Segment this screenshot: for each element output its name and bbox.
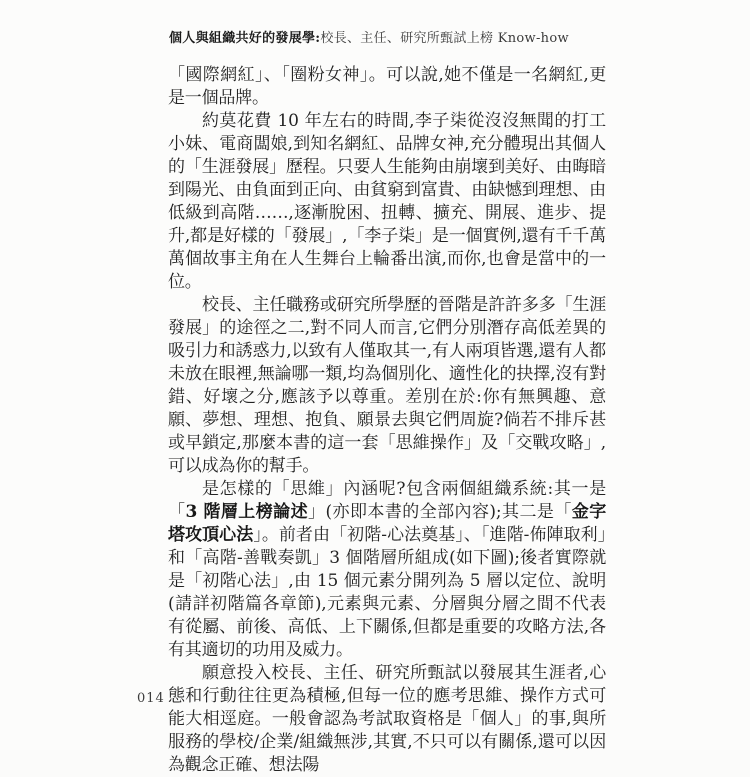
paragraph-5-text: 願意投入校長、主任、研究所甄試以發展其生涯者,心態和行動往往更為積極,但每一位的應考思維、操作方式可能大相逕庭。一般會認為考試取資格是「個人」的事,與所服務的學校/企業/組織無涉,其實,不只可以有關係,還可以因為觀念正確、想法陽 <box>168 663 606 775</box>
bold-term-3-tier-framework: 3 階層上榜論述 <box>185 502 309 522</box>
page-body <box>168 64 606 777</box>
paragraph-1 <box>168 64 606 110</box>
paragraph-2 <box>168 110 606 294</box>
bold-term-pyramid-method: 金字塔攻頂心法 <box>168 502 606 545</box>
paragraph-3 <box>168 294 606 478</box>
paragraph-3-text: 校長、主任職務或研究所學歷的晉階是許許多多「生涯發展」的途徑之二,對不同人而言,它們分別潛存高低差異的吸引力和誘惑力,以致有人僅取其一,有人兩項皆選,還有人都未放在眼裡,無論哪一類,均為個別化、適性化的抉擇,沒有對錯、好壞之分,應該予以尊重。差別在於:你有無興趣、意願、夢想、理想、抱負、願景去與它們周旋?倘若不排斥甚或早鎖定,那麼本書的這一套「思維操作」及「交戰攻略」,可以成為你的幫手。 <box>168 295 606 476</box>
paragraph-5 <box>168 662 606 777</box>
paragraph-2-text: 約莫花費 10 年左右的時間,李子柒從沒沒無聞的打工小妹、電商闆娘,到知名網紅、品牌女神,充分體現出其個人的「生涯發展」歷程。只要人生能夠由崩壞到美好、由晦暗到陽光、由負面到正向、由貧窮到富貴、由缺憾到理想、由低級到高階……,逐漸脫困、扭轉、擴充、開展、進步、提升,都是好樣的「發展」,「李子柒」是一個實例,還有千千萬萬個故事主角在人生舞台上輪番出演,而你,也會是當中的一位。 <box>168 111 606 292</box>
paragraph-4 <box>168 478 606 662</box>
paragraph-4-text-a: 是怎樣的「思維」內涵呢?包含兩個組織系統:其一是「 <box>168 479 606 522</box>
paragraph-4-text-c: 」。前者由「初階-心法奠基」、「進階-佈陣取利」和「高階-善戰奏凱」3 個階層所組成(如下圖);後者實際就是「初階心法」,由 15 個元素分開列為 5 層以定位、說明(請詳初階篇各章節),元素與元素、分層與分層之間不代表有從屬、前後、高低、上下關係,但都是重要的攻略方法,各有其適切的功用及威力。 <box>168 525 607 660</box>
book-subtitle: 校長、主任、研究所甄試上榜 Know-how <box>320 31 569 46</box>
page-footer <box>137 691 165 706</box>
page-number: 014 <box>137 691 165 706</box>
book-title: 個人與組織共好的發展學: <box>169 31 321 46</box>
paragraph-4-text-b: 」(亦即本書的全部內容);其二是「 <box>308 502 572 522</box>
running-head <box>169 31 639 47</box>
paragraph-1-text: 「國際網紅」、「圈粉女神」。可以說,她不僅是一名網紅,更是一個品牌。 <box>168 65 606 108</box>
